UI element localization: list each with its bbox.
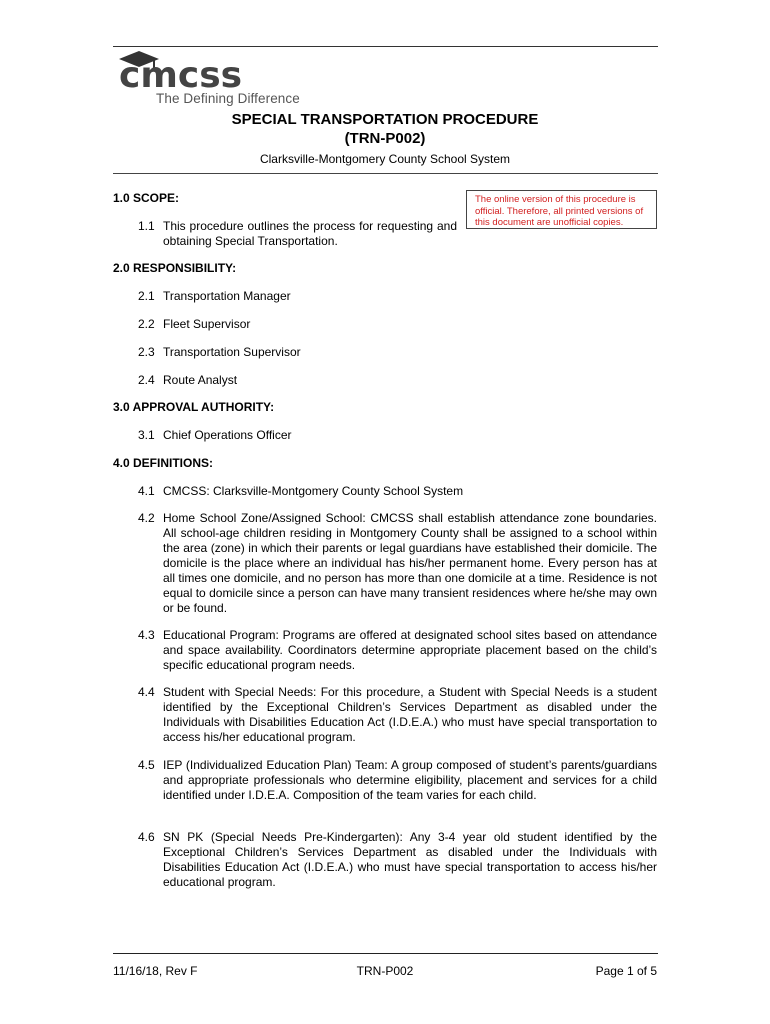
item-number: 3.1 <box>138 428 155 442</box>
section-heading-definitions: 4.0 DEFINITIONS: <box>113 456 214 470</box>
item-number: 1.1 <box>138 219 155 233</box>
item-text: SN PK (Special Needs Pre-Kindergarten): Any 3-4 year old student identified by the Exceptional Children’s Services Department as disabled under the Individuals with Disabilities Education Act (I.D.E.A.) who must have special transportation to access his/her educational program. <box>163 830 657 889</box>
footer-page-number: Page 1 of 5 <box>595 964 657 978</box>
footer-document-code: TRN-P002 <box>356 964 414 978</box>
item-text: IEP (Individualized Education Plan) Team: A group composed of student’s parents/guardians and appropriate professionals who determine eligibility, placement and services for a child identified under I.D.E.A. Composition of the team varies for each child. <box>163 758 657 802</box>
item-text: Route Analyst <box>163 373 238 387</box>
item-number: 4.5 <box>138 758 155 772</box>
document-subtitle: Clarksville-Montgomery County School System <box>259 152 511 166</box>
item-number: 4.6 <box>138 830 155 844</box>
section-heading-responsibility: 2.0 RESPONSIBILITY: <box>113 261 237 275</box>
item-text: Educational Program: Programs are offered at designated school sites based on attendance and space availability. Coordinators determine appropriate placement based on the child’s specific educational program needs. <box>163 628 657 672</box>
title-rule <box>113 173 658 174</box>
list-item <box>138 628 657 673</box>
footer-revision: 11/16/18, Rev F <box>113 964 198 978</box>
document-title: SPECIAL TRANSPORTATION PROCEDURE <box>231 111 539 128</box>
item-number: 4.2 <box>138 511 155 525</box>
list-item <box>138 758 657 803</box>
item-number: 2.3 <box>138 345 155 359</box>
list-item <box>138 317 657 332</box>
list-item <box>138 685 657 745</box>
list-item <box>138 373 657 388</box>
list-item <box>138 345 657 360</box>
document-code: (TRN-P002) <box>344 130 426 147</box>
item-number: 2.1 <box>138 289 155 303</box>
item-text: CMCSS: Clarksville-Montgomery County School System <box>163 484 464 498</box>
item-number: 2.4 <box>138 373 155 387</box>
logo-wordmark: cmcss <box>119 55 243 96</box>
item-number: 4.1 <box>138 484 155 498</box>
logo-tagline: The Defining Difference <box>156 91 300 106</box>
item-number: 4.4 <box>138 685 155 699</box>
item-text: Student with Special Needs: For this procedure, a Student with Special Needs is a student identified by the Exceptional Children’s Services Department as disabled under the Individuals with Disabilities Education Act (I.D.E.A.) who must have special transportation to access his/her educational program. <box>163 685 657 744</box>
list-item <box>138 289 657 304</box>
header-rule <box>113 46 658 47</box>
item-text: This procedure outlines the process for requesting and obtaining Special Transportation. <box>163 219 457 248</box>
section-heading-approval: 3.0 APPROVAL AUTHORITY: <box>113 400 275 414</box>
item-text: Fleet Supervisor <box>163 317 251 331</box>
item-number: 2.2 <box>138 317 155 331</box>
section-heading-scope: 1.0 SCOPE: <box>113 191 180 205</box>
list-item <box>138 511 657 616</box>
online-version-notice: The online version of this procedure is official. Therefore, all printed versions of this document are unofficial copies. <box>466 190 657 229</box>
item-text: Transportation Supervisor <box>163 345 301 359</box>
item-number: 4.3 <box>138 628 155 642</box>
list-item <box>138 830 657 890</box>
footer-rule <box>113 953 658 954</box>
item-text: Home School Zone/Assigned School: CMCSS shall establish attendance zone boundaries. All school-age children residing in Montgomery County shall be assigned to a school within the area (zone) in which their parents or legal guardians have established their domicile. The domicile is the place where an individual has his/her permanent home. Every person has at all times one domicile, and no person has more than one domicile at a time. Residence is not equal to domicile since a person can have many transient residences where he/she may own or be found. <box>163 511 657 615</box>
item-text: Chief Operations Officer <box>163 428 292 442</box>
list-item <box>138 219 457 249</box>
list-item <box>138 428 657 443</box>
item-text: Transportation Manager <box>163 289 291 303</box>
list-item <box>138 484 657 499</box>
